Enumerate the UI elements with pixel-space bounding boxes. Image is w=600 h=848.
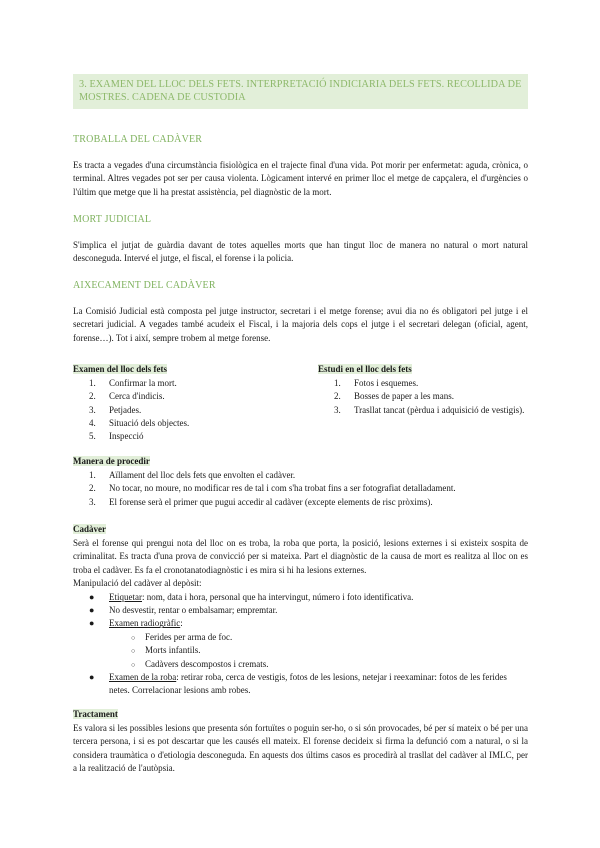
list-item: ○ Ferides per arma de foc.: [131, 631, 233, 642]
list-item: ○ Morts infantils.: [131, 645, 201, 656]
heading-troballa: TROBALLA DEL CADÀVER: [73, 134, 203, 145]
examen-list: [73, 377, 303, 443]
list-item: 2. Cerca d'indicis.: [89, 391, 165, 402]
list-item: ● Examen de la roba: retirar roba, cerca de vestigis, fotos de les lesions, netejar i reexaminar: fotos de les ferides netes. Correlacionar lesions amb robes.: [89, 672, 507, 696]
cadaver-bullets: [73, 591, 528, 631]
paragraph-mort-judicial: S'implica el jutjat de guàrdia davant de totes aquelles morts que han tingut lloc de manera no natural o mort natural desconeguda. Intervé el jutge, el fiscal, el forense i la policia.: [73, 240, 528, 264]
heading-manera: Manera de procedir: [73, 456, 150, 466]
radiografic-subitems: [73, 631, 528, 671]
paragraph-tractament: Es valora si les possibles lesions que presenta són fortuïtes o poguin ser-ho, o si són provocades, bé per sí mateix o bé per una tercera persona, i si es pot descartar que les causés ell mateix. El forense decideix si firma la defunció com a natural, o si la considera traumàtica o d'etiologia desconeguda. En aquests dos últims casos es procedirà al trasllat del cadàver al IMLC, per a la realització de l'autòpsia.: [73, 723, 528, 774]
manera-list: [73, 469, 528, 509]
list-item: ● Etiquetar: nom, data i hora, personal que ha intervingut, número i foto identificativa.: [89, 591, 414, 602]
list-item: 2. No tocar, no moure, no modificar res de tal i com s'ha trobat fins a ser fotografiat detalladament.: [89, 483, 456, 494]
list-item: 1. Fotos i esquemes.: [334, 378, 419, 388]
cadaver-section: [73, 519, 528, 698]
estudi-column: [318, 359, 528, 417]
list-item: ● No desvestir, rentar o embalsamar; empremtar.: [89, 605, 278, 616]
title-box: [73, 74, 528, 109]
heading-cadaver: Cadàver: [73, 524, 106, 534]
estudi-list: [318, 377, 528, 417]
tractament-section: [73, 704, 528, 776]
list-item: 1. Aïllament del lloc dels fets que envolten el cadàver.: [89, 470, 296, 480]
manipulacio-label: Manipulació del cadàver al depòsit:: [73, 578, 202, 589]
list-item: 1. Confirmar la mort.: [89, 378, 177, 388]
heading-estudi: Estudi en el lloc dels fets: [318, 364, 412, 374]
manera-section: [73, 451, 528, 509]
paragraph-cadaver: Serà el forense qui prengui nota del lloc on es troba, la roba que porta, la posició, lesions externes i si existeix sospita de criminalitat. Es tracta d'una prova de convicció per si mateixa. Part el diagnòstic de la causa de mort es realitza al lloc on es troba el cadàver. Es fa el cronotanatodiagnòstic i es mira si hi ha lesions externes.: [73, 538, 528, 575]
list-item: 4. Situació dels objectes.: [89, 417, 190, 428]
page-title: 3. EXAMEN DEL LLOC DELS FETS. INTERPRETACIÓ INDICIARIA DELS FETS. RECOLLIDA DE MOSTRES. CADENA DE CUSTODIA: [73, 74, 528, 109]
paragraph-troballa: Es tracta a vegades d'una circumstància fisiològica en el trajecte final d'una vida. Pot morir per enfermetat: aguda, crònica, o terminal. Altres vegades pot ser per causa violenta. Lògicament intervé en primer lloc el metge de capçalera, el d'urgències o l'últim que metge que li ha prestat assistència, pel diagnòstic de la mort.: [73, 160, 528, 197]
examen-column: [73, 359, 303, 443]
heading-examen: Examen del lloc dels fets: [73, 364, 167, 374]
paragraph-aixecament: La Comisió Judicial està composta pel jutge instructor, secretari i el metge forense; avui dia no és obligatori pel jutge i el secretari judicial. A vegades també acudeix el Fiscal, i la majoria dels cops el jutge i el secretari delegan (oficial, agent, forense…). Tot i així, sempre trobem al metge forense.: [73, 306, 528, 343]
list-item: ● Examen radiogràfic:: [89, 618, 183, 629]
heading-tractament: Tractament: [73, 709, 118, 719]
heading-aixecament: AIXECAMENT DEL CADÀVER: [73, 280, 216, 291]
cadaver-bullets-roba: [73, 671, 528, 698]
list-item: ○ Cadàvers descompostos i cremats.: [131, 658, 269, 669]
list-item: 2. Bosses de paper a les mans.: [334, 391, 454, 402]
list-item: 5. Inspecció: [89, 431, 144, 442]
list-item: 3. El forense serà el primer que pugui accedir al cadàver (excepte elements de risc pròxims).: [89, 496, 433, 507]
heading-mort-judicial: MORT JUDICIAL: [73, 214, 152, 225]
list-item: 3. Petjades.: [89, 404, 142, 415]
list-item: 3. Trasllat tancat (pèrdua i adquisició de vestigis).: [334, 404, 525, 415]
